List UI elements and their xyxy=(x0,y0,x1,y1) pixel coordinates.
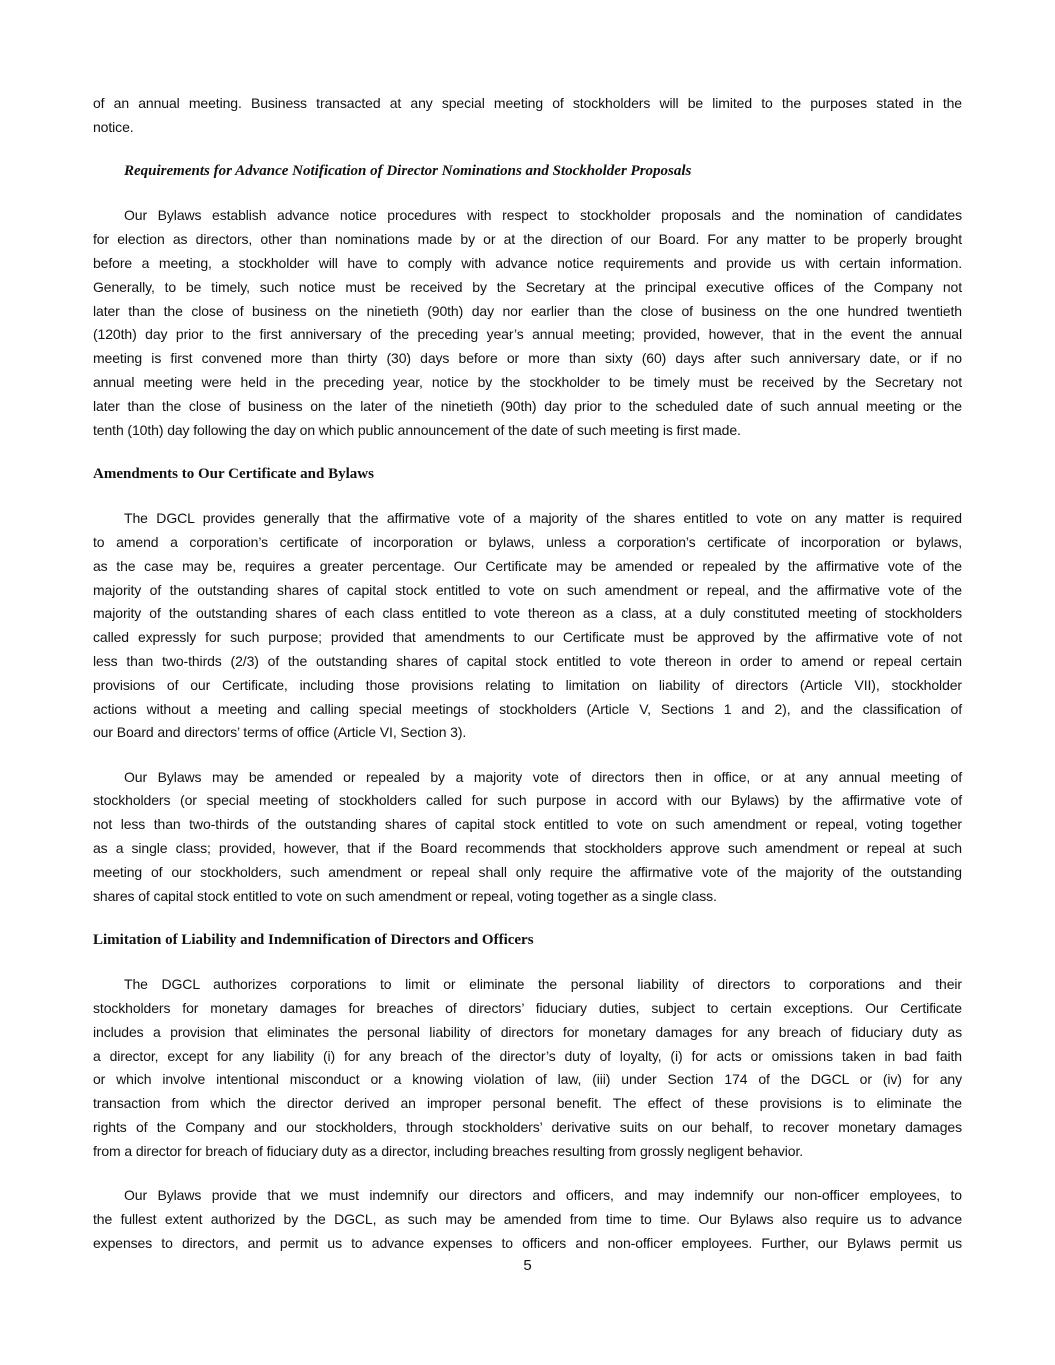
text-line: later than the close of business on the ninetieth (90th) day nor earlier than the close of business on the one hundred twentieth xyxy=(93,302,962,319)
text-line: to amend a corporation’s certificate of incorporation or bylaws, unless a corporation’s certificate of incorporation or bylaws, xyxy=(93,533,962,550)
text-line: of an annual meeting. Business transacted at any special meeting of stockholders will be limited to the purposes stated in the xyxy=(93,95,962,111)
text-line: provisions of our Certificate, including those provisions relating to limitation on liability of directors (Article VII), stockholder xyxy=(93,676,962,693)
text-line: Our Bylaws may be amended or repealed by a majority vote of directors then in office, or at any annual meeting of xyxy=(124,768,962,785)
text-line: (120th) day prior to the first anniversary of the preceding year’s annual meeting; provided, however, that in the event the annual xyxy=(93,326,962,343)
text-line: called expressly for such purpose; provided that amendments to our Certificate must be approved by the affirmative vote of not xyxy=(93,629,962,646)
text-line: stockholders (or special meeting of stockholders called for such purpose in accord with our Bylaws) by the affirmative vote of xyxy=(93,792,962,809)
text-line: actions without a meeting and calling special meetings of stockholders (Article V, Sections 1 and 2), and the classification of xyxy=(93,700,962,717)
text-line: Generally, to be timely, such notice must be received by the Secretary at the principal executive offices of the Company not xyxy=(93,278,962,295)
section-heading: Limitation of Liability and Indemnification of Directors and Officers xyxy=(93,931,534,948)
text-line: tenth (10th) day following the day on which public announcement of the date of such meeting is first made. xyxy=(93,421,741,438)
paragraph xyxy=(93,92,962,140)
text-line: not less than two-thirds of the outstanding shares of capital stock entitled to vote on such amendment or repeal, voting together xyxy=(93,816,962,833)
text-line: before a meeting, a stockholder will have to comply with advance notice requirements and provide us with certain information. xyxy=(93,254,962,271)
document-page xyxy=(93,92,962,1255)
text-line: as a single class; provided, however, that if the Board recommends that stockholders approve such amendment or repeal at such xyxy=(93,840,962,857)
text-line: later than the close of business on the later of the ninetieth (90th) day prior to the scheduled date of such annual meeting or the xyxy=(93,397,962,414)
paragraph xyxy=(93,1184,962,1255)
text-line: The DGCL authorizes corporations to limit or eliminate the personal liability of directors to corporations and their xyxy=(124,976,962,993)
section-heading: Amendments to Our Certificate and Bylaws xyxy=(93,465,374,482)
text-line: transaction from which the director derived an improper personal benefit. The effect of these provisions is to eliminate the xyxy=(93,1095,962,1112)
text-line: expenses to directors, and permit us to advance expenses to officers and non-officer employees. Further, our Bylaws permit us xyxy=(93,1234,962,1251)
paragraph xyxy=(93,766,962,909)
text-line: The DGCL provides generally that the affirmative vote of a majority of the shares entitled to vote on any matter is required xyxy=(124,510,962,527)
text-line: or which involve intentional misconduct or a knowing violation of law, (iii) under Section 174 of the DGCL or (iv) for any xyxy=(93,1071,962,1088)
text-line: a director, except for any liability (i) for any breach of the director’s duty of loyalty, (i) for acts or omissions taken in bad faith xyxy=(93,1047,962,1064)
text-line: stockholders for monetary damages for breaches of directors’ fiduciary duties, subject to certain exceptions. Our Certificate xyxy=(93,1000,962,1016)
text-line: meeting of our stockholders, such amendment or repeal shall only require the affirmative vote of the majority of the outstanding xyxy=(93,863,962,880)
text-line: Our Bylaws provide that we must indemnify our directors and officers, and may indemnify our non-officer employees, to xyxy=(124,1187,962,1204)
paragraph xyxy=(93,507,962,745)
text-line: for election as directors, other than nominations made by or at the direction of our Board. For any matter to be properly brought xyxy=(93,231,962,248)
text-line: meeting is first convened more than thirty (30) days before or more than sixty (60) days after such anniversary date, or if no xyxy=(93,350,962,367)
text-line: from a director for breach of fiduciary duty as a director, including breaches resulting from grossly negligent behavior. xyxy=(93,1142,804,1159)
text-line: notice. xyxy=(93,118,134,135)
text-line: includes a provision that eliminates the personal liability of directors for monetary damages for any breach of fiduciary duty as xyxy=(93,1023,962,1040)
text-line: majority of the outstanding shares of each class entitled to vote thereon as a class, at a duly constituted meeting of stockholders xyxy=(93,605,962,622)
text-line: annual meeting were held in the preceding year, notice by the stockholder to be timely must be received by the Secretary not xyxy=(93,373,962,390)
text-line: rights of the Company and our stockholders, through stockholders’ derivative suits on our behalf, to recover monetary damages xyxy=(93,1118,962,1135)
text-line: the fullest extent authorized by the DGCL, as such may be amended from time to time. Our Bylaws also require us to advance xyxy=(93,1210,962,1227)
text-line: our Board and directors’ terms of office (Article VI, Section 3). xyxy=(93,724,467,741)
paragraph xyxy=(93,204,962,442)
text-line: as the case may be, requires a greater percentage. Our Certificate may be amended or repealed by the affirmative vote of the xyxy=(93,557,962,574)
paragraph xyxy=(93,973,962,1163)
text-line: majority of the outstanding shares of capital stock entitled to vote on such amendment or repeal, and the affirmative vote of the xyxy=(93,581,962,598)
text-line: less than two-thirds (2/3) of the outstanding shares of capital stock entitled to vote thereon in order to amend or repeal certain xyxy=(93,652,962,669)
section-heading: Requirements for Advance Notification of Director Nominations and Stockholder Proposals xyxy=(124,163,692,180)
page-number: 5 xyxy=(523,1257,532,1274)
text-line: Our Bylaws establish advance notice procedures with respect to stockholder proposals and the nomination of candidates xyxy=(124,207,962,224)
text-line: shares of capital stock entitled to vote on such amendment or repeal, voting together as a single class. xyxy=(93,887,717,904)
